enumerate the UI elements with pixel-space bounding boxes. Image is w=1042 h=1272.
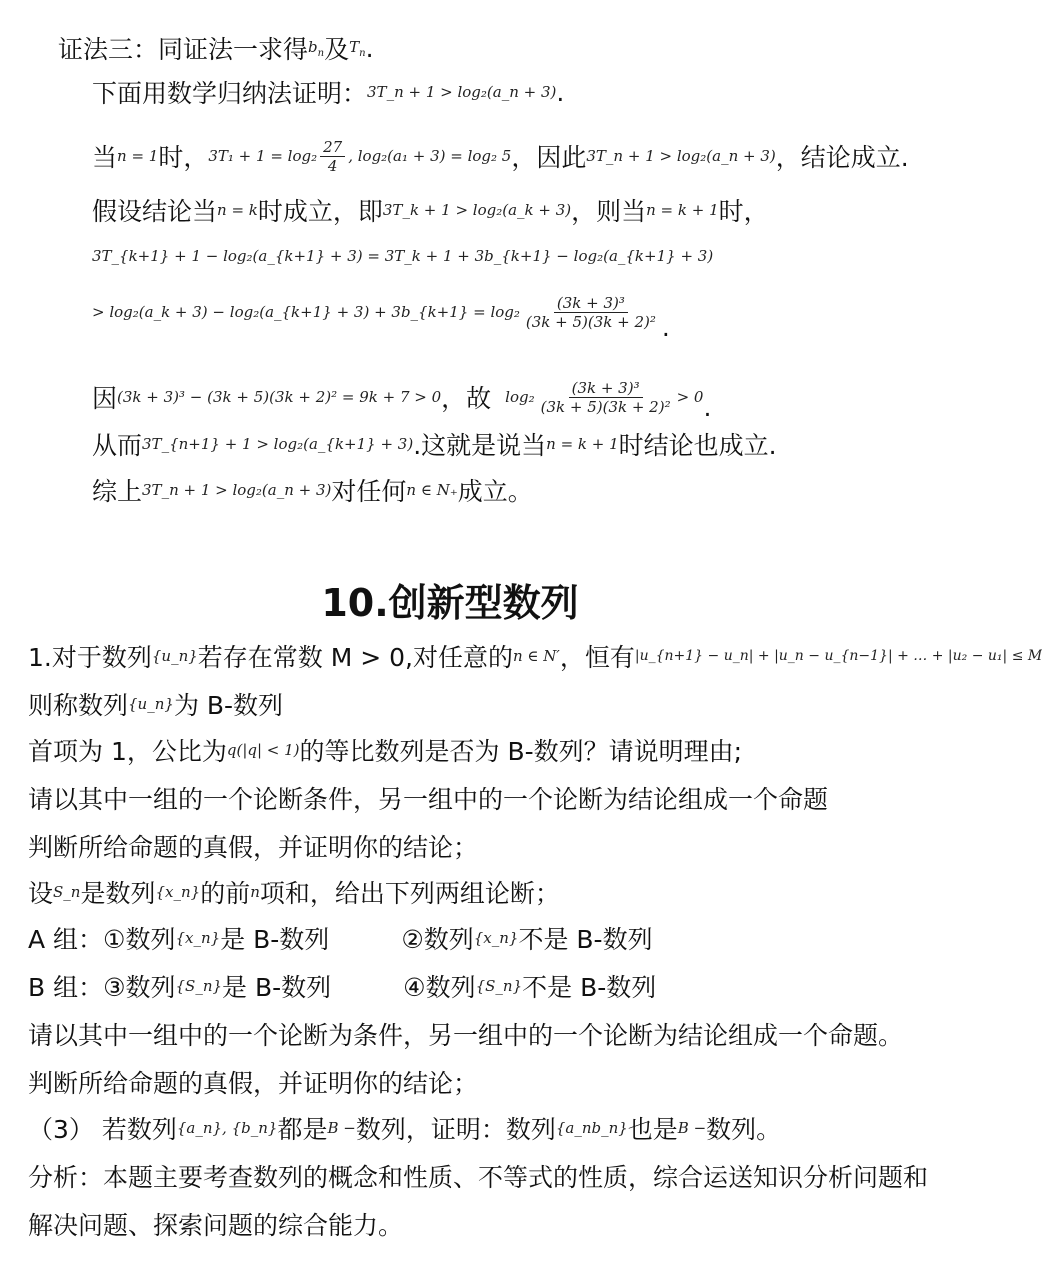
problem-line-1 [28,638,1042,674]
math-inequality: 3T_n + 1 > log₂(a_n + 3) [586,147,776,165]
text: 时成立，即 [257,197,383,226]
analysis-line-1 [28,1158,928,1194]
math-inequality: 3T_n + 1 > log₂(a_n + 3) [142,481,332,499]
proof-line-9 [92,472,533,508]
problem-line-10 [28,1064,478,1100]
text: ④数列 [403,973,476,1002]
text: 假设结论当 [92,197,218,226]
math-n-eq-k-plus-1: n = k + 1 [646,201,719,219]
proof-line-5 [92,240,713,272]
math-sequence-u: {u_n} [128,695,174,713]
text: 解决问题、探索问题的综合能力。 [28,1211,404,1240]
problem-line-4 [28,780,828,816]
text: 是数列 [80,879,156,908]
math-conclusion: 3T_{n+1} + 1 > log₂(a_{k+1} + 3) [142,435,414,453]
text: 判断所给命题的真假，并证明你的结论； [28,833,479,862]
math-sequence-ab-product: {a_nb_n} [555,1119,628,1137]
proof-line-6 [92,284,670,340]
fraction-denominator: (3k + 5)(3k + 2)² [540,397,671,416]
problem-line-11 [28,1110,781,1146]
text: 请以其中一组的一个论断条件，另一组中的一个论断为结论组成一个命题 [28,785,829,814]
proof-line-3 [92,128,909,184]
text: 若存在常数 M > 0,对任意的 [197,643,513,672]
text: 是 B-数列 [220,925,330,954]
text: B 组：③数列 [28,973,176,1002]
text: 当 [92,143,118,172]
math-b-minus: B − [677,1119,707,1137]
problem-line-9 [28,1016,903,1052]
text: ，恒有 [559,643,635,672]
math-n-eq-1: n = 1 [117,147,159,165]
fraction-denominator: 4 [327,156,338,175]
math-ratio-q: q(|q| < 1) [226,741,300,759]
fraction-denominator: (3k + 5)(3k + 2)² [525,312,656,331]
math-n-eq-k-plus-1: n = k + 1 [546,435,619,453]
problem-line-2 [28,686,283,722]
math-n-in-n: n ∈ N₊ [406,481,458,499]
math-sub: n [317,47,325,59]
math-symbol: T [349,37,360,56]
text: 时结论也成立. [618,431,777,460]
proof-line-2 [92,74,564,110]
math-sequence-x: {x_n} [473,929,519,947]
fraction-numerator: (3k + 3)³ [569,379,643,398]
fraction [523,294,659,331]
fraction-numerator: 27 [320,138,345,157]
text: 请以其中一组中的一个论断为条件，另一组中的一个论断为结论组成一个命题。 [28,1021,904,1050]
section-title: 10.创新型数列 [321,581,579,625]
text: 成立。 [457,477,533,506]
math-base-case-rest: , log₂(a₁ + 3) = log₂ 5 [348,147,512,165]
math-inequality: 3T_n + 1 > log₂(a_n + 3) [367,83,557,101]
text: 的等比数列是否为 B-数列？请说明理由; [299,737,743,766]
text: 从而 [92,431,143,460]
text: 因 [92,384,118,413]
math-hypothesis: 3T_k + 1 > log₂(a_k + 3) [382,201,572,219]
text: . [703,392,712,422]
math-log: log₂ [505,388,535,406]
group-b-line [28,968,656,1004]
math-sequence-s: {S_n} [175,977,223,995]
text: 1.对于数列 [28,643,152,672]
text: 分析：本题主要考查数列的概念和性质、不等式的性质，综合运送知识分析问题和 [28,1163,929,1192]
text: 则称数列 [28,691,129,720]
math-bounded-sum: |u_{n+1} − u_n| + |u_n − u_{n−1}| + … + |u₂ − u₁| ≤ M [634,648,1042,664]
text: ，因此 [511,143,587,172]
math-n-in-n: n ∈ N′ [513,647,560,665]
math-symbol: b [308,37,318,56]
math-sequences-ab: {a_n}, {b_n} [176,1119,278,1137]
fraction [320,138,345,175]
text: ，结论成立. [775,143,909,172]
text: ，故 [441,384,492,413]
math-sequence-x: {x_n} [175,929,221,947]
text: 也是 [627,1115,678,1144]
problem-line-5 [28,828,478,864]
math-sub: n [359,47,366,59]
math-b [308,38,324,59]
text: ②数列 [401,925,474,954]
math-difference: (3k + 3)³ − (3k + 5)(3k + 2)² = 9k + 7 > 0 [117,388,442,406]
math-sequence-x: {x_n} [155,883,201,901]
math-b-minus: B − [327,1119,356,1137]
math-s-n: S_n [53,883,81,901]
text: 证法三：同证法一求得 [58,35,309,64]
text: . [556,77,565,107]
math-sequence-s: {S_n} [475,977,523,995]
group-a-line [28,920,653,956]
text: 都是 [277,1115,328,1144]
text: 不是 B-数列 [522,973,657,1002]
fraction [538,379,674,416]
text: 对任何 [331,477,407,506]
text: 时， [718,197,769,226]
text: 时， [158,143,209,172]
text: . [661,312,670,342]
math-base-case: 3T₁ + 1 = log₂ [208,147,318,165]
text: 数列，证明：数列 [355,1115,556,1144]
text: 的前 [200,879,251,908]
math-n-eq-k: n = k [217,201,258,219]
text: 是 B-数列 [222,973,332,1002]
text: 项和，给出下列两组论断； [259,879,560,908]
text: 为 B-数列 [173,691,284,720]
analysis-line-2 [28,1206,403,1242]
text: 判断所给命题的真假，并证明你的结论； [28,1069,479,1098]
text: A 组：①数列 [28,925,176,954]
text: 综上 [92,477,143,506]
math-estimate: > log₂(a_k + 3) − log₂(a_{k+1} + 3) + 3b_{k+1} = log₂ [92,303,520,321]
proof-line-7 [92,368,711,426]
math-expansion: 3T_{k+1} + 1 − log₂(a_{k+1} + 3) = 3T_k + 1 + 3b_{k+1} − log₂(a_{k+1} + 3) [92,247,714,265]
math-gt-zero: > 0 [676,388,704,406]
text: 及 [324,35,350,64]
text: .这就是说当 [413,431,547,460]
text: 下面用数学归纳法证明： [92,79,368,108]
text: 不是 B-数列 [518,925,653,954]
math-sequence-u: {u_n} [151,647,198,665]
proof-line-4 [92,192,769,228]
text: ，则当 [571,197,647,226]
problem-line-3 [28,732,742,768]
text: （3） 若数列 [28,1115,177,1144]
proof-line-8 [92,426,777,462]
math-n: n [250,883,260,901]
text: 设 [28,879,54,908]
text: 首项为 1，公比为 [28,737,227,766]
proof-line-1 [58,30,374,66]
fraction-numerator: (3k + 3)³ [554,294,628,313]
math-t [349,38,365,59]
text: . [365,33,374,63]
text: 数列。 [706,1115,782,1144]
problem-line-6 [28,874,560,910]
